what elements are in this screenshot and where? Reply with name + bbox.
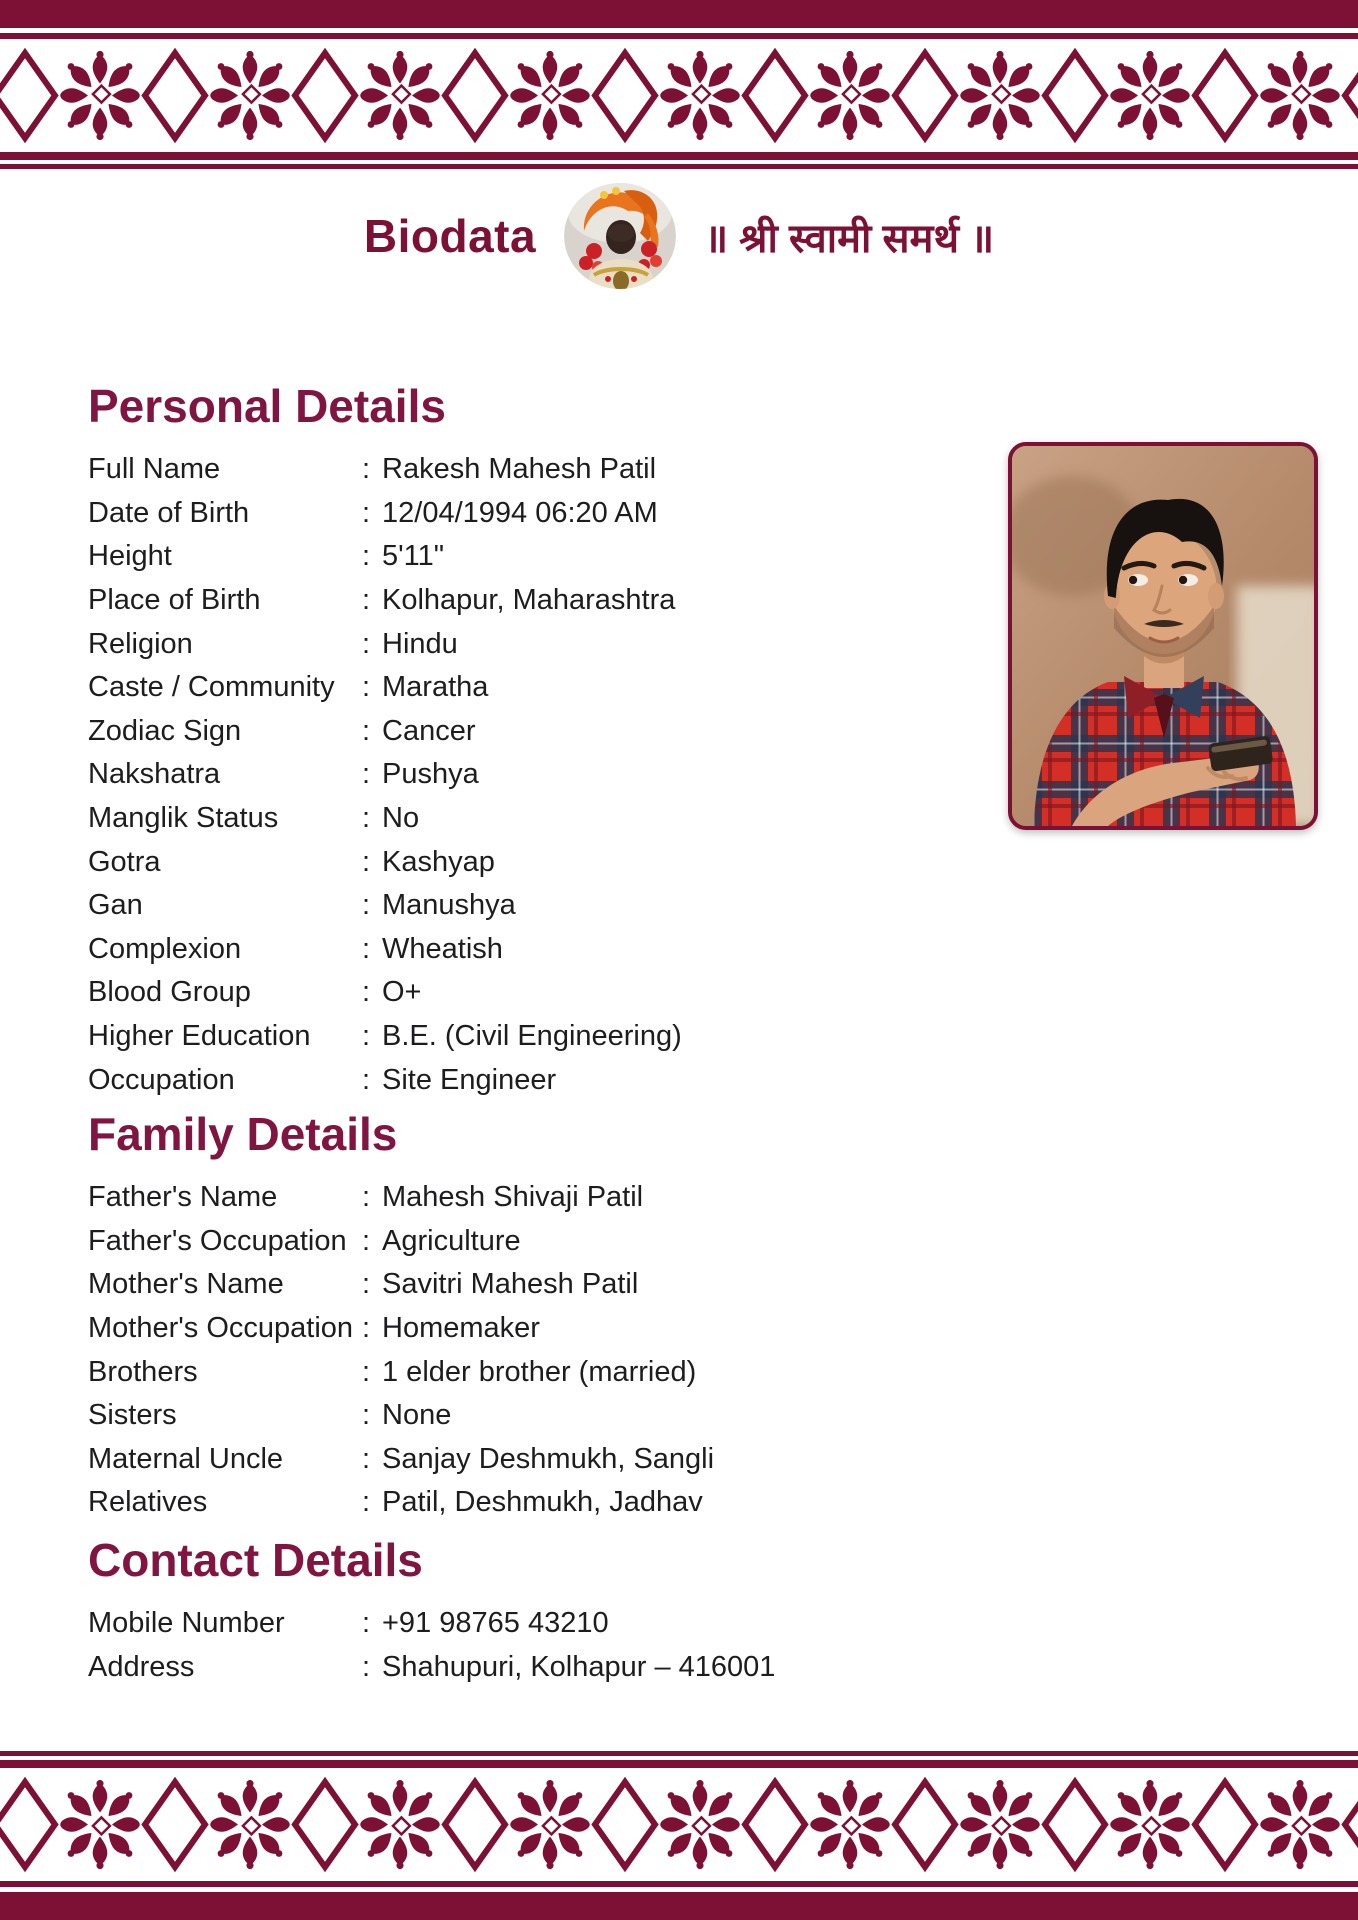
document-header xyxy=(0,180,1358,292)
row-value: 1 elder brother (married) xyxy=(382,1355,697,1388)
row-value: Savitri Mahesh Patil xyxy=(382,1268,639,1301)
row-colon: : xyxy=(362,714,371,747)
row-label: Religion xyxy=(88,627,193,660)
detail-row xyxy=(88,491,988,535)
row-value: 12/04/1994 06:20 AM xyxy=(382,496,658,529)
row-colon: : xyxy=(362,1650,371,1683)
section-title: Family Details xyxy=(88,1108,398,1160)
row-colon: : xyxy=(362,801,371,834)
row-label: Higher Education xyxy=(88,1019,311,1052)
detail-row xyxy=(88,797,988,841)
detail-rows xyxy=(88,1176,988,1525)
row-value: +91 98765 43210 xyxy=(382,1607,609,1640)
row-label: Mother's Occupation xyxy=(88,1311,354,1344)
row-label: Caste / Community xyxy=(88,671,335,704)
detail-row xyxy=(88,1015,988,1059)
detail-row xyxy=(88,709,988,753)
row-label: Zodiac Sign xyxy=(88,714,242,747)
family-details-section xyxy=(88,1108,988,1525)
row-colon: : xyxy=(362,758,371,791)
bottom-ornament-border xyxy=(0,1751,1358,1920)
row-colon: : xyxy=(362,845,371,878)
row-value: None xyxy=(382,1399,452,1432)
row-value: Maratha xyxy=(382,671,489,704)
mantra-text: ॥ श्री स्वामी समर्थ ॥ xyxy=(704,216,995,261)
row-colon: : xyxy=(362,1355,371,1388)
row-value: Cancer xyxy=(382,714,476,747)
row-value: Mahesh Shivaji Patil xyxy=(382,1181,644,1214)
row-label: Maternal Uncle xyxy=(88,1442,284,1475)
row-colon: : xyxy=(362,453,371,486)
row-value: O+ xyxy=(382,976,422,1009)
detail-row xyxy=(88,1263,988,1307)
detail-row xyxy=(88,535,988,579)
row-label: Date of Birth xyxy=(88,496,250,529)
detail-row xyxy=(88,1350,988,1394)
detail-row xyxy=(88,971,988,1015)
personal-details-section xyxy=(88,380,988,1102)
detail-row xyxy=(88,753,988,797)
row-colon: : xyxy=(362,1442,371,1475)
row-colon: : xyxy=(362,1486,371,1519)
row-label: Blood Group xyxy=(88,976,251,1009)
row-label: Place of Birth xyxy=(88,583,261,616)
row-colon: : xyxy=(362,627,371,660)
row-colon: : xyxy=(362,1399,371,1432)
row-value: 5'11" xyxy=(382,540,445,573)
detail-rows xyxy=(88,448,988,1102)
detail-row xyxy=(88,1176,988,1220)
row-label: Gotra xyxy=(88,845,161,878)
contact-details-section xyxy=(88,1534,988,1689)
row-value: B.E. (Civil Engineering) xyxy=(382,1019,682,1052)
detail-row xyxy=(88,840,988,884)
row-value: Pushya xyxy=(382,758,479,791)
row-value: Shahupuri, Kolhapur – 416001 xyxy=(382,1650,776,1683)
row-value: No xyxy=(382,801,420,834)
top-solid-band xyxy=(0,0,1358,28)
bottom-solid-band xyxy=(0,1892,1358,1920)
detail-row xyxy=(88,448,988,492)
row-label: Brothers xyxy=(88,1355,198,1388)
row-colon: : xyxy=(362,1063,371,1096)
detail-row xyxy=(88,1058,988,1102)
row-colon: : xyxy=(362,932,371,965)
row-label: Address xyxy=(88,1650,195,1683)
row-value: Site Engineer xyxy=(382,1063,557,1096)
row-value: Kashyap xyxy=(382,845,495,878)
row-colon: : xyxy=(362,1019,371,1052)
row-label: Sisters xyxy=(88,1399,177,1432)
bottom-ornament-pattern xyxy=(0,1768,1358,1881)
row-colon: : xyxy=(362,1224,371,1257)
row-label: Gan xyxy=(88,889,143,922)
row-value: Hindu xyxy=(382,627,458,660)
row-colon: : xyxy=(362,1181,371,1214)
row-label: Height xyxy=(88,540,172,573)
detail-row xyxy=(88,1307,988,1351)
row-label: Full Name xyxy=(88,453,221,486)
row-colon: : xyxy=(362,1311,371,1344)
detail-row xyxy=(88,622,988,666)
deity-image xyxy=(564,183,676,289)
profile-photo xyxy=(1008,442,1318,830)
row-value: Patil, Deshmukh, Jadhav xyxy=(382,1486,703,1519)
page-title: Biodata xyxy=(363,210,537,262)
row-label: Father's Occupation xyxy=(88,1224,347,1257)
row-colon: : xyxy=(362,976,371,1009)
section-title: Personal Details xyxy=(88,380,446,432)
row-colon: : xyxy=(362,1268,371,1301)
detail-row xyxy=(88,1219,988,1263)
detail-row xyxy=(88,1394,988,1438)
row-label: Relatives xyxy=(88,1486,208,1519)
row-label: Nakshatra xyxy=(88,758,221,791)
detail-row xyxy=(88,1602,988,1646)
row-colon: : xyxy=(362,540,371,573)
detail-rows xyxy=(88,1602,988,1689)
detail-row xyxy=(88,884,988,928)
row-colon: : xyxy=(362,889,371,922)
row-value: Rakesh Mahesh Patil xyxy=(382,453,657,486)
row-colon: : xyxy=(362,496,371,529)
section-title: Contact Details xyxy=(88,1534,423,1586)
row-value: Agriculture xyxy=(382,1224,521,1257)
detail-row xyxy=(88,1645,988,1689)
row-value: Homemaker xyxy=(382,1311,540,1344)
row-colon: : xyxy=(362,583,371,616)
detail-row xyxy=(88,579,988,623)
row-value: Wheatish xyxy=(382,932,503,965)
row-label: Occupation xyxy=(88,1063,235,1096)
row-colon: : xyxy=(362,671,371,704)
row-label: Mobile Number xyxy=(88,1607,285,1640)
detail-row xyxy=(88,927,988,971)
row-label: Complexion xyxy=(88,932,242,965)
row-label: Mother's Name xyxy=(88,1268,284,1301)
row-label: Father's Name xyxy=(88,1181,278,1214)
top-ornament-border xyxy=(0,0,1358,169)
detail-row xyxy=(88,666,988,710)
row-label: Manglik Status xyxy=(88,801,279,834)
detail-row xyxy=(88,1481,988,1525)
row-value: Sanjay Deshmukh, Sangli xyxy=(382,1442,715,1475)
top-ornament-pattern xyxy=(0,39,1358,152)
row-colon: : xyxy=(362,1607,371,1640)
detail-row xyxy=(88,1437,988,1481)
row-value: Kolhapur, Maharashtra xyxy=(382,583,676,616)
row-value: Manushya xyxy=(382,889,516,922)
